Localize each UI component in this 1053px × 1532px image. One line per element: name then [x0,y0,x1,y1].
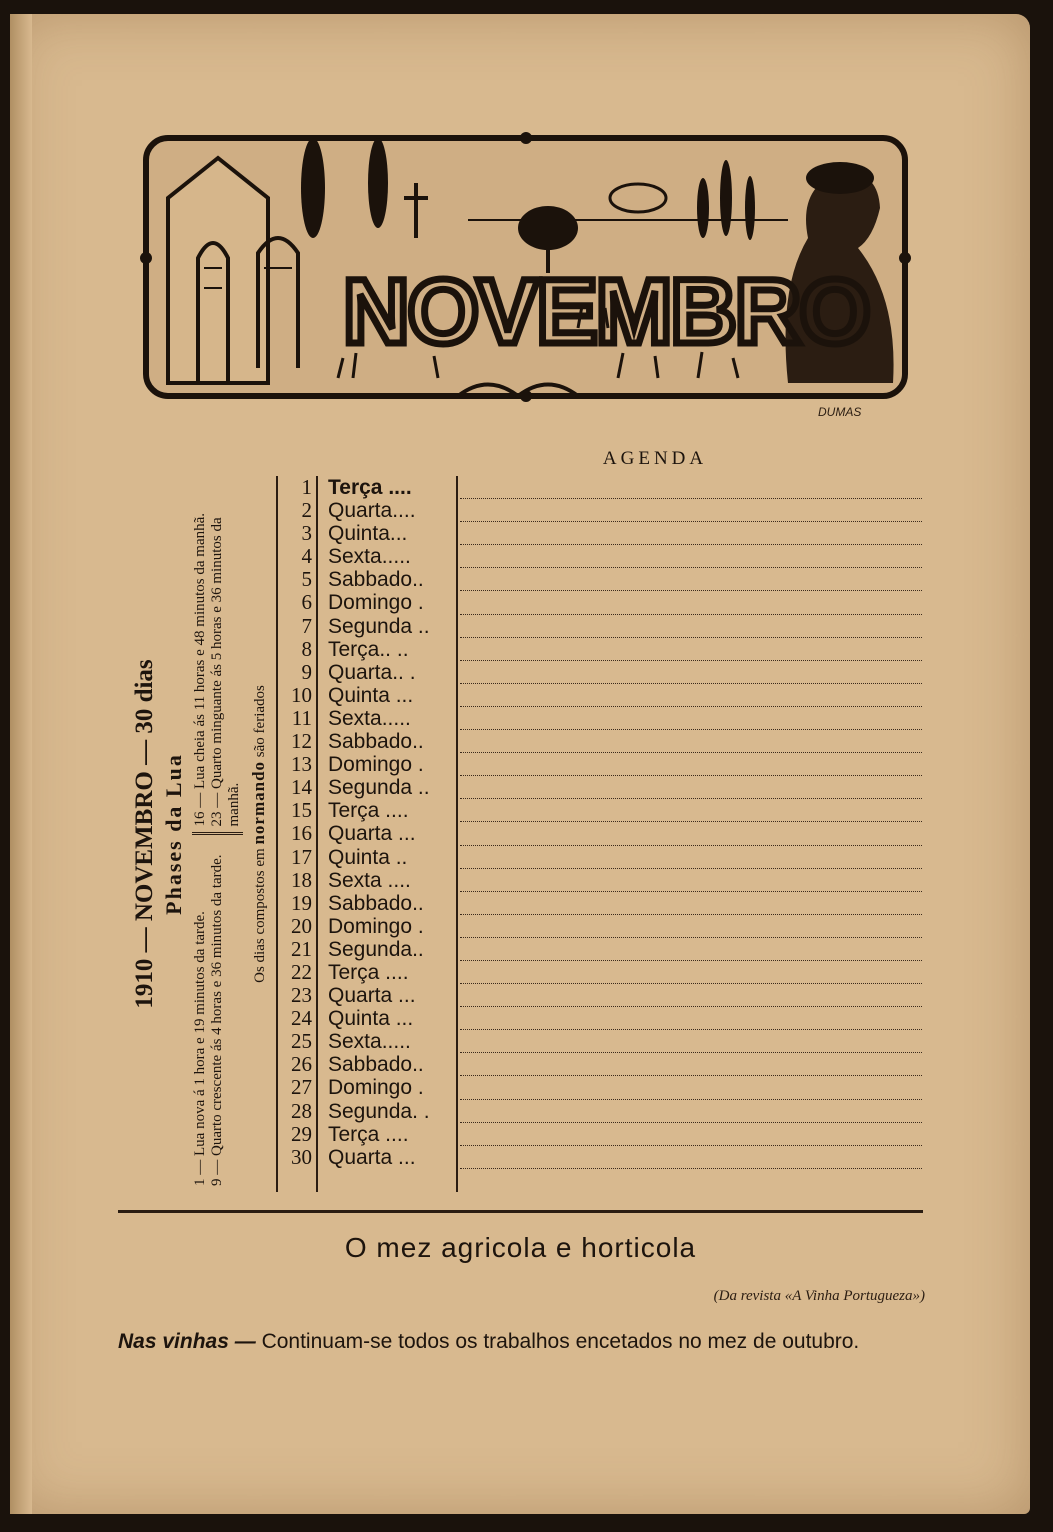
day-name: Sabbado.. [328,891,424,915]
holidays-note-font: normando [249,760,268,845]
agenda-note-line [460,1146,922,1169]
agenda-note-line [460,638,922,661]
day-number: 26 [291,1052,312,1077]
day-name: Domingo . [328,1076,424,1100]
day-number: 11 [291,705,312,730]
day-number: 30 [291,1144,312,1169]
holidays-note-pre: Os dias compostos em [252,848,268,983]
day-number: 9 [301,659,312,684]
day-number: 7 [301,613,312,638]
day-number: 4 [301,544,312,569]
moon-phases-block [130,476,280,1192]
phases-column-2 [192,476,243,836]
day-name: Quarta ... [328,1145,416,1169]
divider-left [276,476,278,1192]
section-title: O mez agricola e horticola [344,1232,697,1263]
paragraph-text: Continuam-se todos os trabalhos encetados no mez de outubro. [255,1330,860,1353]
day-row [282,476,462,499]
day-number: 1 [301,475,312,499]
day-name: Quinta ... [328,1007,414,1031]
day-number: 12 [291,729,312,754]
day-row [282,984,462,1007]
day-number: 10 [291,682,312,707]
cemetery-illustration [138,128,913,403]
day-row [282,938,462,961]
day-row [282,522,462,545]
day-name: Domingo . [328,753,424,777]
day-row [282,1123,462,1146]
day-number: 20 [291,913,312,938]
phase-new-moon: 1 — Lua nova á 1 hora e 19 minutos da tarde. [192,911,208,1186]
day-list [282,476,462,1169]
phase-last-quarter: 23 — Quarto minguante ás 5 horas e 36 minutos da manhã. [209,517,242,827]
day-number: 24 [291,1006,312,1031]
day-row [282,1076,462,1099]
day-name: Terça .... [328,1122,409,1146]
day-number: 28 [291,1098,312,1123]
section-divider [118,1210,923,1213]
agenda-note-line [460,1076,922,1099]
day-number: 2 [301,498,312,523]
day-row [282,822,462,845]
section-source: (Da revista «A Vinha Portugueza») [713,1288,925,1304]
agenda-note-line [460,799,922,822]
agenda-note-line [460,499,922,522]
day-number: 13 [291,752,312,777]
page-spine [10,14,32,1514]
agenda-note-line [460,730,922,753]
day-number: 17 [291,844,312,869]
phase-first-quarter: 9 — Quarto crescente ás 4 horas e 36 minutos da tarde. [209,854,225,1186]
day-number: 6 [301,590,312,615]
day-number: 23 [291,983,312,1008]
day-row [282,568,462,591]
agenda-note-line [460,869,922,892]
day-number: 19 [291,890,312,915]
agenda-note-lines [460,476,922,1169]
day-name: Quinta... [328,522,408,546]
agenda-note-line [460,1030,922,1053]
day-name: Sabbado.. [328,568,424,592]
agenda-note-line [460,846,922,869]
day-number: 16 [291,821,312,846]
day-name: Sexta..... [328,1030,411,1054]
header-illustration [138,128,913,403]
agenda-note-line [460,476,922,499]
day-row [282,1007,462,1030]
day-number: 25 [291,1029,312,1054]
phases-column-1 [192,836,243,1193]
day-row [282,1053,462,1076]
day-row [282,638,462,661]
day-number: 21 [291,936,312,961]
agenda-note-line [460,522,922,545]
day-row [282,545,462,568]
day-number: 5 [301,567,312,592]
day-row [282,591,462,614]
day-name: Terça.. .. [328,637,409,661]
agenda-note-line [460,615,922,638]
day-number: 18 [291,867,312,892]
day-row [282,1100,462,1123]
agenda-note-line [460,1053,922,1076]
day-name: Segunda .. [328,776,430,800]
agenda-note-line [460,892,922,915]
day-row [282,730,462,753]
phases-subtitle: Phases da Lua [161,753,186,915]
day-name: Quarta ... [328,984,416,1008]
day-name: Domingo . [328,591,424,615]
day-row [282,684,462,707]
day-row [282,961,462,984]
day-name: Quarta.... [328,499,416,523]
day-row [282,799,462,822]
agenda-note-line [460,776,922,799]
agenda-note-line [460,984,922,1007]
day-name: Segunda. . [328,1099,430,1123]
day-number: 15 [291,798,312,823]
agenda-note-line [460,822,922,845]
day-row [282,776,462,799]
paragraph-lead: Nas vinhas — [118,1330,256,1353]
day-row [282,499,462,522]
agenda-note-line [460,753,922,776]
agenda-note-line [460,961,922,984]
day-name: Segunda .. [328,614,430,638]
agenda-title: AGENDA [602,448,708,469]
day-row [282,869,462,892]
day-name: Quinta ... [328,683,414,707]
day-row [282,846,462,869]
day-name: Segunda.. [328,937,424,961]
day-row [282,707,462,730]
agenda-note-line [460,915,922,938]
day-name: Terça .... [328,476,412,499]
agenda-note-line [460,591,922,614]
phase-full-moon: 16 — Lua cheia ás 11 horas e 48 minutos da manhã. [192,512,208,827]
day-number: 8 [301,636,312,661]
day-name: Quarta.. . [328,660,416,684]
day-name: Sexta .... [328,868,411,892]
day-row [282,661,462,684]
agenda-note-line [460,684,922,707]
day-row [282,892,462,915]
day-name: Domingo . [328,914,424,938]
day-name: Sexta..... [328,706,411,730]
day-name: Sabbado.. [328,730,424,754]
agenda-note-line [460,1123,922,1146]
day-number: 27 [291,1075,312,1100]
day-name: Sexta..... [328,545,411,569]
day-name: Sabbado.. [328,1053,424,1077]
agenda-note-line [460,661,922,684]
section-paragraph [118,1328,923,1355]
agenda-note-line [460,568,922,591]
day-name: Quarta ... [328,822,416,846]
artist-signature: DUMAS [818,405,862,419]
holidays-note [249,476,269,1192]
day-number: 29 [291,1121,312,1146]
day-number: 14 [291,775,312,800]
day-row [282,1146,462,1169]
day-name: Terça .... [328,960,409,984]
month-heading: 1910 — NOVEMBRO — 30 dias [131,659,158,1009]
month-title-art: NOVEMBRO [343,261,869,363]
agenda-note-line [460,1100,922,1123]
day-row [282,753,462,776]
day-name: Quinta .. [328,845,408,869]
agenda-note-line [460,1007,922,1030]
phases-list [192,476,243,1192]
day-row [282,1030,462,1053]
day-number: 3 [301,521,312,546]
holidays-note-post: são feriados [252,685,268,758]
day-row [282,915,462,938]
agenda-note-line [460,938,922,961]
day-number: 22 [291,959,312,984]
day-name: Terça .... [328,799,409,823]
day-row [282,615,462,638]
agenda-note-line [460,707,922,730]
agenda-note-line [460,545,922,568]
